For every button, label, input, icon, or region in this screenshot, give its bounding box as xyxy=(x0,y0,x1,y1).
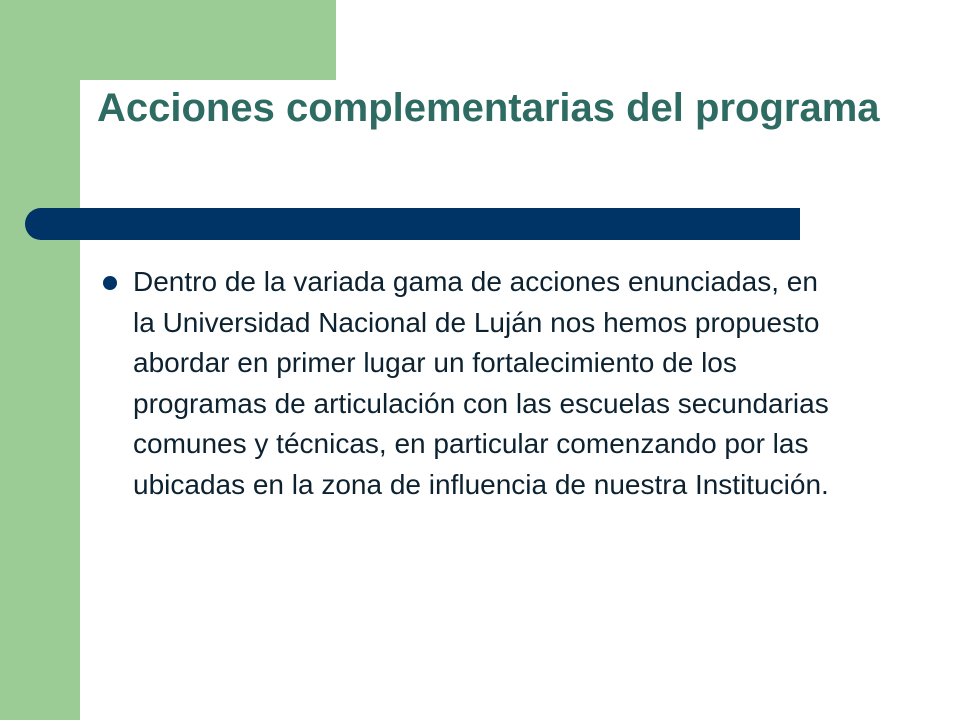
bullet-text: Dentro de la variada gama de acciones enunciadas, en la Universidad Nacional de Luján nos hemos propuesto abordar en primer lugar un fortalecimiento de los programas de articulación con las escuelas secundarias comunes y técnicas, en particular comenzando por las ubicadas en la zona de influencia de nuestra Institución. xyxy=(133,266,829,500)
title-divider-bar xyxy=(25,208,800,240)
side-green-band xyxy=(0,0,80,720)
slide-body xyxy=(100,262,840,505)
bullet-dot-icon xyxy=(103,276,117,290)
bullet-item xyxy=(100,262,840,505)
top-green-band xyxy=(80,0,336,80)
slide-title: Acciones complementarias del programa xyxy=(97,86,880,130)
